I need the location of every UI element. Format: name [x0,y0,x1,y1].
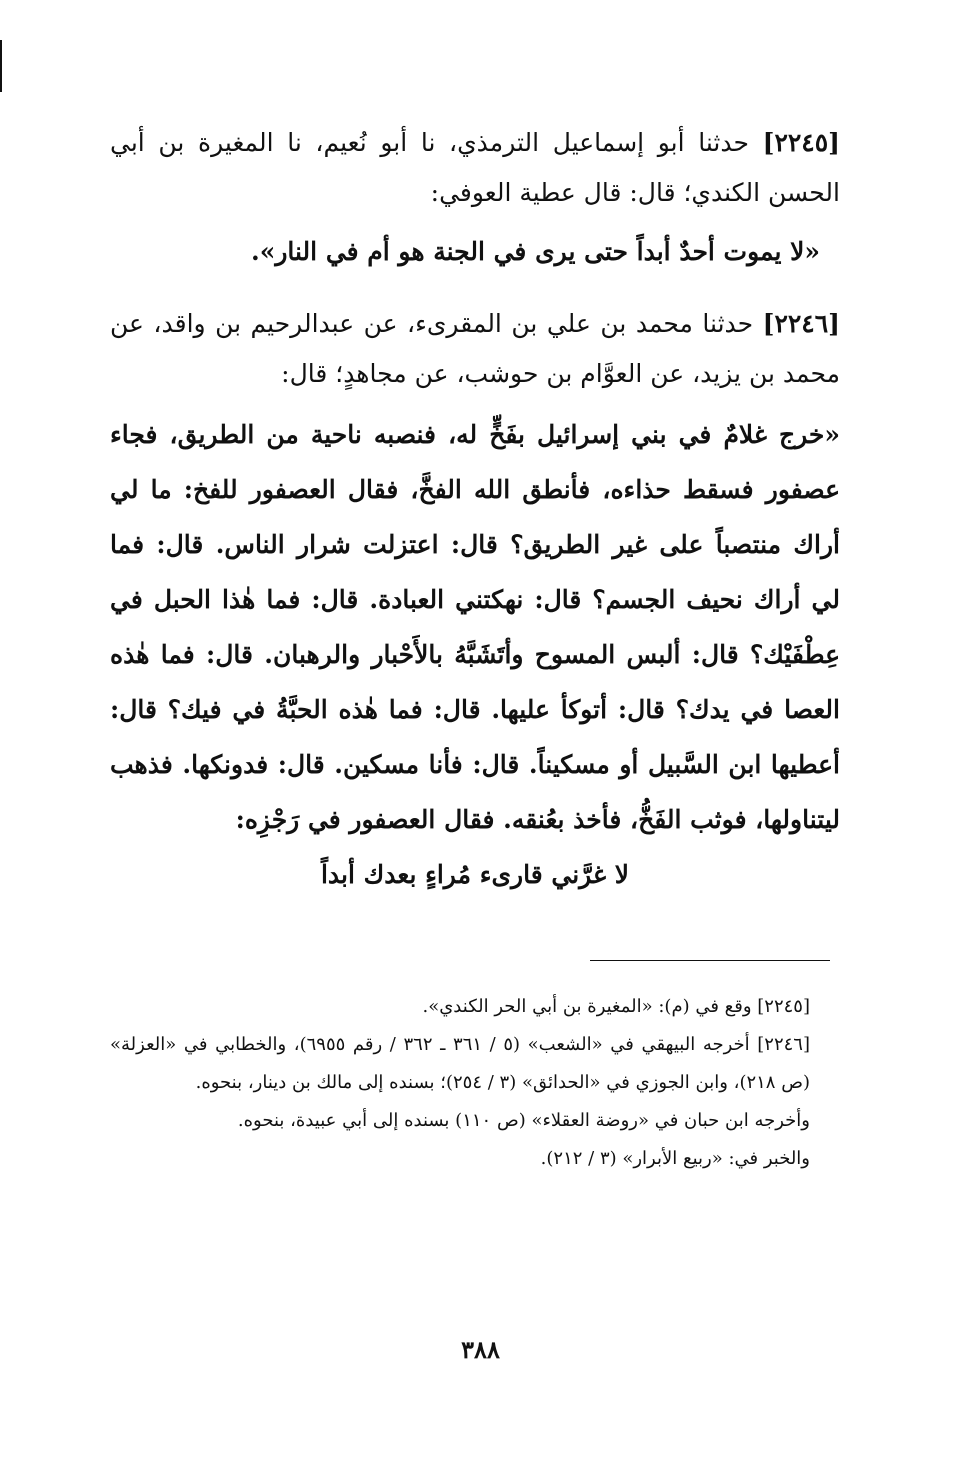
footnotes [110,988,840,1178]
footnote-2246-source: والخبر في: «ربيع الأبرار» (٣ / ٢١٢). [540,1148,810,1169]
footnote-2246: [٢٢٤٦] أخرجه البيهقي في «الشعب» (٥ / ٣٦١ ـ ٣٦٢ / رقم ٦٩٥٥)، والخطابي في «العزلة» (ص ٢١٨)، وابن الجوزي في «الحدائق» (٣ / ٢٥٤)؛ بسنده إلى مالك بن دينار، بنحوه. [110,1034,810,1093]
isnad-text: حدثنا محمد بن علي بن المقرىء، عن عبدالرحيم بن واقد، عن محمد بن يزيد، عن العوَّام بن حوشب، عن مجاهدٍ؛ قال: [110,309,840,388]
margin-crop-mark [0,40,2,92]
entry-2245-isnad [110,118,840,218]
entry-number: [٢٢٤٥] [762,128,840,157]
footnote-2245: [٢٢٤٥] وقع في (م): «المغيرة بن أبي الحر الكندي». [422,996,810,1017]
entry-2246-isnad [110,299,840,399]
entry-2246-text: «خرج غلامٌ في بني إسرائيل بفَخٍّ له، فنصبه ناحية من الطريق، فجاء عصفور فسقط حذاءه، فأنطق الله الفخَّ، فقال العصفور للفخ: ما لي أراك منتصباً على غير الطريق؟ قال: اعتزلت شرار الناس. قال: فما لي أراك نحيف الجسم؟ قال: نهكتني العبادة. قال: فما هٰذا الحبل في عِطْفَيْك؟ قال: ألبس المسوح وأتَشَبَّهُ بالأَحْبار والرهبان. قال: فما هٰذه العصا في يدك؟ قال: أتوكأ عليها. قال: فما هٰذه الحبَّةُ في فيك؟ قال: أعطيها ابن السَّبيل أو مسكيناً. قال: فأنا مسكين. قال: فدونكها. فذهب ليتناولها، فوثب الفَخُّ، فأخذ بعُنقه. فقال العصفور في رَجْزِه: [110,420,840,834]
footnote-separator [590,960,830,961]
page-number: ٣٨٨ [461,1335,500,1364]
isnad-text: حدثنا أبو إسماعيل الترمذي، نا أبو نُعيم، نا المغيرة بن أبي الحسن الكندي؛ قال: قال عطية العوفي: [110,128,840,207]
main-text [110,118,840,902]
footnote-2246-extra: وأخرجه ابن حبان في «روضة العقلاء» (ص ١١٠) بسنده إلى أبي عبيدة، بنحوه. [237,1110,810,1131]
entry-number: [٢٢٤٦] [762,309,840,338]
verse-line: لا غرَّني قارىء مُراءٍ بعدك أبداً [320,860,629,889]
entry-2245-text: «لا يموت أحدٌ أبداً حتى يرى في الجنة هو أم في النار». [250,237,820,266]
